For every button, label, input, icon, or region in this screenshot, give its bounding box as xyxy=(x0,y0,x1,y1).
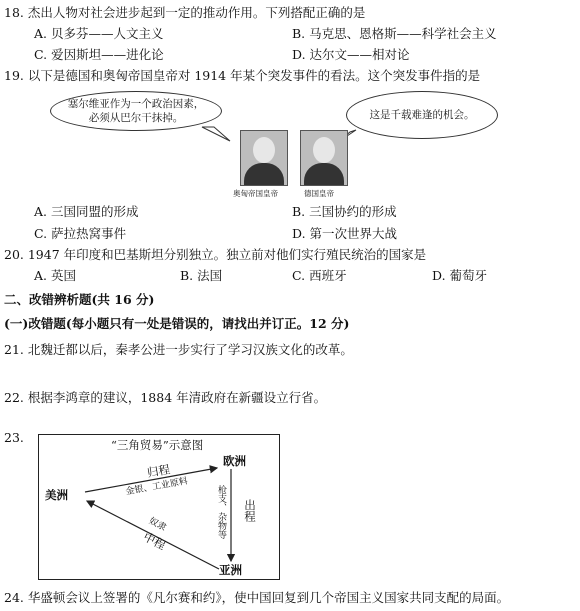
q24-statement: 24. 华盛顿会议上签署的《凡尔赛和约》，使中国回复到几个帝国主义国家共同支配的局面。 xyxy=(4,590,510,605)
q18-option-a: A. 贝多芬——人文主义 xyxy=(34,26,164,41)
q19-option-c: C. 萨拉热窝事件 xyxy=(34,226,127,241)
q20-option-c: C. 西班牙 xyxy=(292,268,347,283)
node-africa: 亚洲 xyxy=(219,563,242,577)
q18-option-c: C. 爱因斯坦——进化论 xyxy=(34,47,164,62)
q22-statement: 22. 根据李鸿章的建议，1884 年清政府在新疆设立行省。 xyxy=(4,390,327,405)
q18-option-b: B. 马克思、恩格斯——科学社会主义 xyxy=(292,26,497,41)
caption-austria-emperor: 奥匈帝国皇帝 xyxy=(233,189,278,198)
q19-option-d: D. 第一次世界大战 xyxy=(292,226,398,241)
diagram-title: “三角贸易”示意图 xyxy=(111,438,204,452)
speech-bubble-austria xyxy=(50,91,222,131)
q20-option-b: B. 法国 xyxy=(180,268,223,283)
q18-stem: 18. 杰出人物对社会进步起到一定的推动作用。下列搭配正确的是 xyxy=(4,5,366,20)
section2-subtitle: (一)改错题(每小题只有一处是错误的，请找出并订正。12 分) xyxy=(4,316,350,331)
speech-bubble-tail-left xyxy=(200,125,240,145)
caption-german-emperor: 德国皇帝 xyxy=(304,189,334,198)
outbound-label: 出程 xyxy=(243,499,257,522)
speech-bubble-austria-text: 塞尔维亚作为一个政治因素，必须从巴尔干抹掉。 xyxy=(67,98,205,124)
portrait-german-emperor xyxy=(300,130,348,186)
q18-option-d: D. 达尔文——相对论 xyxy=(292,47,410,62)
speech-bubble-germany xyxy=(346,91,498,139)
middle-goods: 奴隶 xyxy=(147,516,168,534)
section2-title: 二、改错辨析题(共 16 分) xyxy=(4,292,155,307)
triangle-trade-diagram xyxy=(38,434,280,580)
speech-bubble-germany-text: 这是千载难逢的机会。 xyxy=(369,109,475,121)
portrait-austria-emperor xyxy=(240,130,288,186)
node-europe: 欧洲 xyxy=(223,454,246,468)
middle-label: 中程 xyxy=(141,529,168,553)
q20-stem: 20. 1947 年印度和巴基斯坦分别独立。独立前对他们实行殖民统治的国家是 xyxy=(4,247,427,262)
outbound-goods: 枪支、杂物等 xyxy=(216,485,226,539)
return-goods: 金银、工业原料 xyxy=(124,476,189,498)
q21-statement: 21. 北魏迁都以后，秦孝公进一步实行了学习汉族文化的改革。 xyxy=(4,342,353,357)
return-label: 归程 xyxy=(145,462,172,480)
node-america: 美洲 xyxy=(45,488,68,502)
q20-option-a: A. 英国 xyxy=(34,268,76,283)
q19-option-b: B. 三国协约的形成 xyxy=(292,204,397,219)
q19-option-a: A. 三国同盟的形成 xyxy=(34,204,139,219)
q20-option-d: D. 葡萄牙 xyxy=(432,268,488,283)
q19-stem: 19. 以下是德国和奥匈帝国皇帝对 1914 年某个突发事件的看法。这个突发事件指的是 xyxy=(4,68,481,83)
q23-number: 23. xyxy=(4,430,24,445)
